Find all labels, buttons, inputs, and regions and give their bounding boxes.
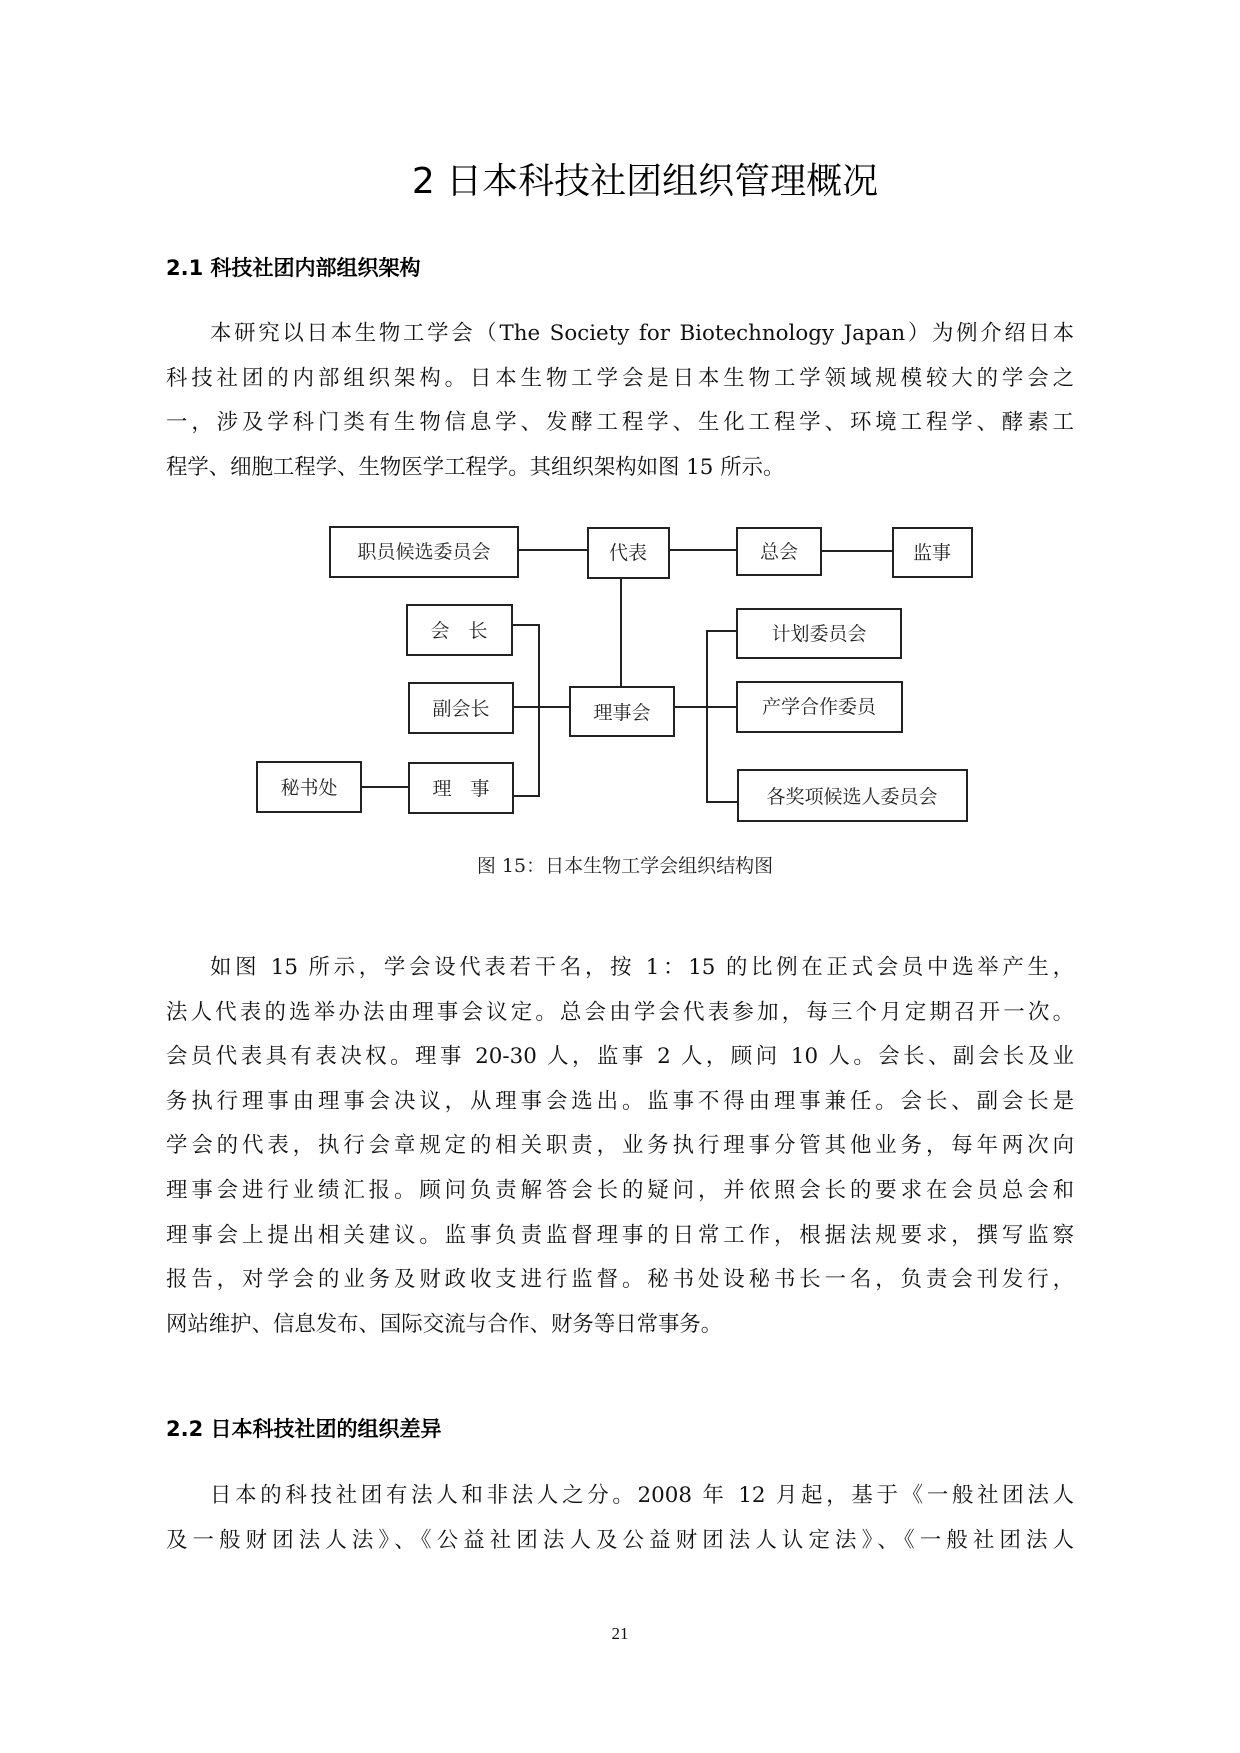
node-label: 产学合作委员: [761, 696, 877, 718]
node-industry-academia-committee: [737, 682, 902, 732]
text-line: 及一般财团法人法》、《公益社团法人及公益财团法人认定法》、《一般社团法人: [166, 1527, 1074, 1553]
text-line: 网站维护、信息发布、国际交流与合作、财务等日常事务。: [166, 1311, 723, 1337]
page-number: 21: [611, 1624, 629, 1643]
node-general-assembly: [737, 528, 821, 575]
paragraph-differences: [166, 1474, 1074, 1563]
text-line: 务执行理事由理事会决议，从理事会选出。监事不得由理事兼任。会长、副会长是: [166, 1088, 1074, 1114]
node-award-committee: [738, 770, 967, 821]
paragraph-description: [166, 946, 1074, 1347]
node-vice-president: [409, 683, 513, 733]
text-line: 本研究以日本生物工学会（The Society for Biotechnology Japan）为例介绍日本: [210, 321, 1074, 346]
text-line: 日本的科技社团有法人和非法人之分。2008 年 12 月起，基于《一般社团法人: [210, 1483, 1074, 1508]
chapter-title: 2 日本科技社团组织管理概况: [411, 161, 879, 202]
node-auditor: [893, 528, 972, 577]
node-label: 理事会: [593, 702, 651, 724]
text-line: 科技社团的内部组织架构。日本生物工学会是日本生物工学领域规模较大的学会之: [166, 365, 1074, 391]
node-president: [407, 605, 512, 655]
text-line: 理事会上提出相关建议。监事负责监督理事的日常工作，根据法规要求，撰写监察: [166, 1222, 1074, 1248]
node-candidate-committee: [330, 527, 518, 577]
node-label: 理 事: [432, 778, 490, 800]
figure-caption: 图 15：日本生物工学会组织结构图: [476, 855, 774, 877]
section-heading-2-1: 2.1 科技社团内部组织架构: [166, 256, 421, 280]
node-representatives: [588, 528, 669, 578]
node-label: 总会: [759, 541, 799, 563]
text-line: 会员代表具有表决权。理事 20-30 人，监事 2 人，顾问 10 人。会长、副会长及业: [166, 1044, 1074, 1070]
node-label: 各奖项候选人委员会: [766, 786, 938, 808]
text-line: 一，涉及学科门类有生物信息学、发酵工程学、生化工程学、环境工程学、酵素工: [166, 410, 1074, 436]
text-line: 学会的代表，执行会章规定的相关职责，业务执行理事分管其他业务，每年两次向: [166, 1133, 1074, 1159]
node-label: 会 长: [430, 620, 488, 642]
text-line: 报告，对学会的业务及财政收支进行监督。秘书处设秘书长一名，负责会刊发行，: [166, 1267, 1074, 1293]
connector-right-bracket: [707, 631, 738, 802]
node-label: 计划委员会: [771, 623, 867, 645]
node-label: 副会长: [432, 698, 490, 720]
node-label: 职员候选委员会: [357, 541, 491, 563]
org-chart-diagram: [0, 0, 1240, 860]
node-label: 监事: [912, 542, 952, 564]
connector-left-bracket: [512, 625, 539, 796]
text-line: 如图 15 所示，学会设代表若干名，按 1：15 的比例在正式会员中选举产生，: [210, 955, 1074, 980]
text-line: 理事会进行业绩汇报。顾问负责解答会长的疑问，并依照会长的要求在会员总会和: [166, 1177, 1074, 1203]
node-label: 秘书处: [280, 777, 338, 799]
node-director: [409, 763, 513, 813]
node-label: 代表: [608, 542, 648, 564]
text-line: 程学、细胞工程学、生物医学工程学。其组织架构如图 15 所示。: [166, 454, 785, 480]
node-planning-committee: [737, 609, 901, 658]
node-board: [570, 687, 674, 736]
node-secretariat: [257, 762, 361, 812]
text-line: 法人代表的选举办法由理事会议定。总会由学会代表参加，每三个月定期召开一次。: [166, 999, 1074, 1025]
section-heading-2-2: 2.2 日本科技社团的组织差异: [166, 1417, 442, 1441]
